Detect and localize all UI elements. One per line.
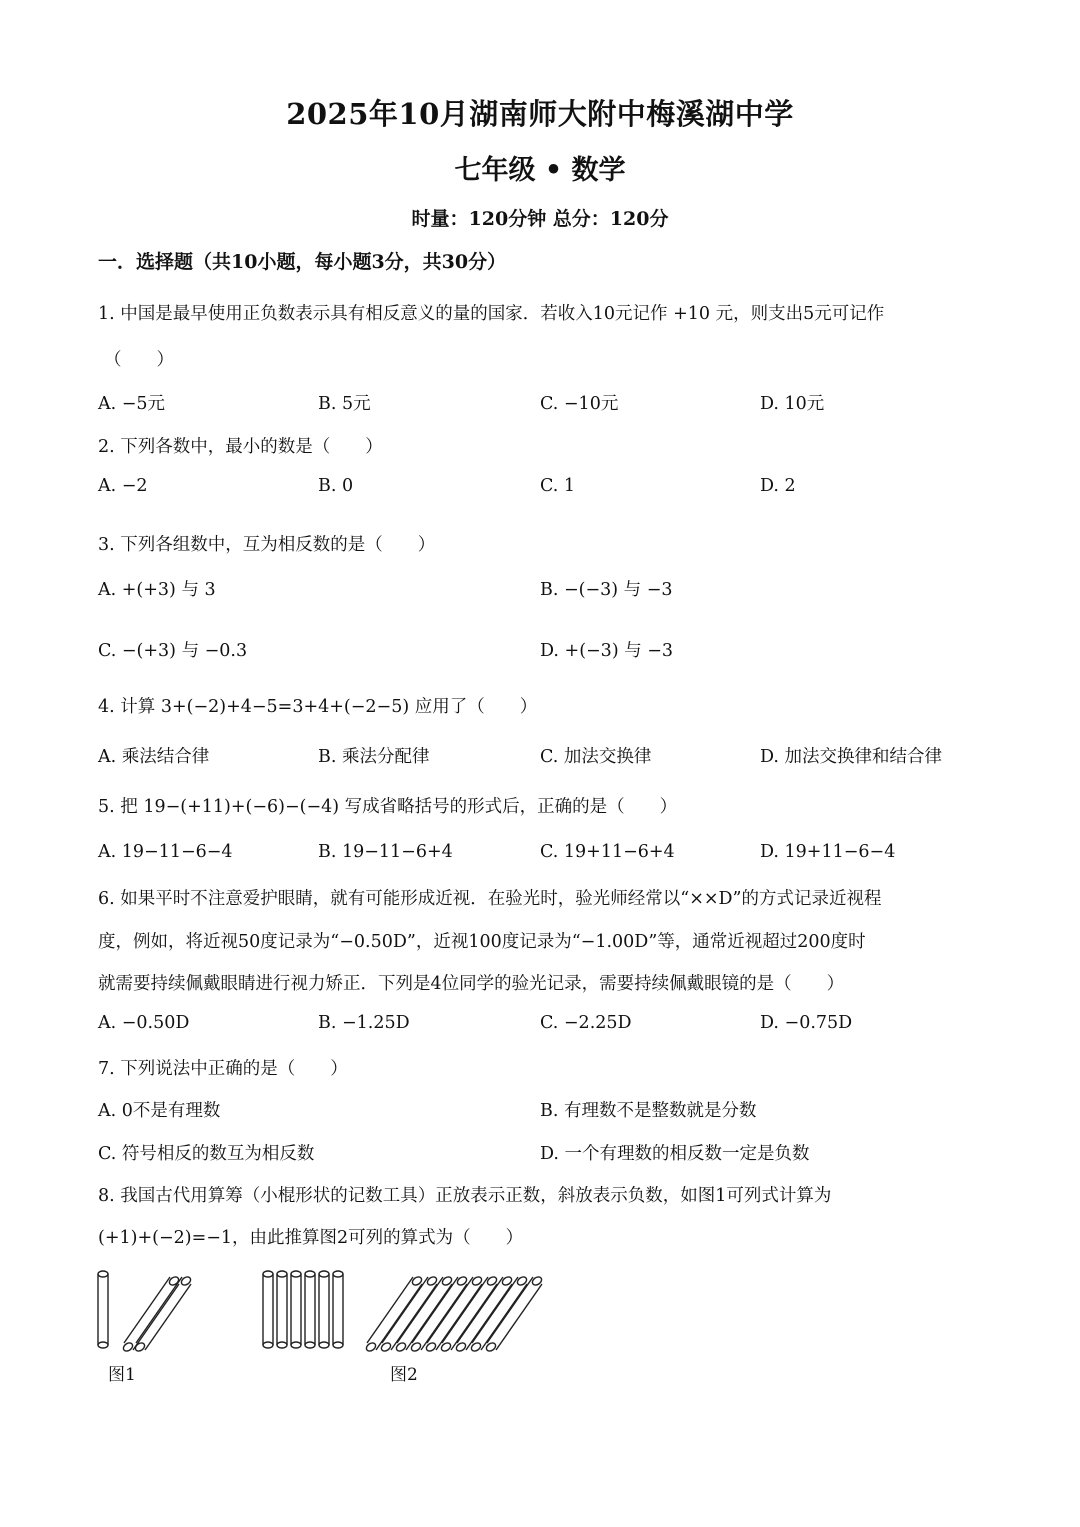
q6-stem-line3: 就需要持续佩戴眼睛进行视力矫正．下列是4位同学的验光记录，需要持续佩戴眼镜的是（ ） (98, 974, 845, 994)
q5-option-b: B. 19−11−6+4 (318, 842, 453, 862)
q7-option-b: B. 有理数不是整数就是分数 (540, 1101, 757, 1121)
q2-option-a: A. −2 (98, 476, 148, 496)
q4-option-a: A. 乘法结合律 (98, 747, 210, 767)
q3-stem: 3. 下列各组数中，互为相反数的是（ ） (98, 535, 436, 555)
q2-stem: 2. 下列各数中，最小的数是（ ） (98, 437, 383, 457)
q2-option-b: B. 0 (318, 476, 354, 496)
q1-option-c: C. −10元 (540, 394, 619, 414)
q4-stem: 4. 计算 3+(−2)+4−5=3+4+(−2−5) 应用了（ ） (98, 697, 538, 717)
rod-upright (305, 1271, 315, 1348)
q2-option-c: C. 1 (540, 476, 576, 496)
q5-option-c: C. 19+11−6+4 (540, 842, 675, 862)
rod-upright (319, 1271, 329, 1348)
q8-stem-line1: 8. 我国古代用算筹（小棍形状的记数工具）正放表示正数，斜放表示负数，如图1可列式计算为 (98, 1186, 832, 1206)
figure-1-counting-rods (90, 1265, 200, 1360)
rod-slanted (410, 1275, 468, 1352)
rod-slanted (365, 1275, 423, 1352)
q3-option-b: B. −(−3) 与 −3 (540, 580, 673, 600)
q2-option-d: D. 2 (760, 476, 796, 496)
rod-slanted (455, 1275, 513, 1352)
q6-option-c: C. −2.25D (540, 1013, 632, 1033)
q4-option-c: C. 加法交换律 (540, 747, 652, 767)
rod-upright (291, 1271, 301, 1348)
q7-stem: 7. 下列说法中正确的是（ ） (98, 1059, 348, 1079)
rod-slanted (485, 1275, 543, 1352)
section-title: 一．选择题（共10小题，每小题3分，共30分） (98, 251, 507, 273)
figure-2-counting-rods (255, 1265, 565, 1360)
q3-option-d: D. +(−3) 与 −3 (540, 641, 674, 661)
q4-option-b: B. 乘法分配律 (318, 747, 430, 767)
q6-option-b: B. −1.25D (318, 1013, 410, 1033)
rod-upright (263, 1271, 273, 1348)
q3-option-c: C. −(+3) 与 −0.3 (98, 641, 248, 661)
q7-option-a: A. 0不是有理数 (98, 1101, 221, 1121)
rod-upright (277, 1271, 287, 1348)
q4-option-d: D. 加法交换律和结合律 (760, 747, 943, 767)
page-title: 2025年10月湖南师大附中梅溪湖中学 (286, 97, 794, 131)
q6-stem-line2: 度，例如，将近视50度记录为“−0.50D”，近视100度记录为“−1.00D”等，通常近视超过200度时 (98, 932, 866, 952)
q1-stem-line1: 1. 中国是最早使用正负数表示具有相反意义的量的国家．若收入10元记作 +10 元，则支出5元可记作 (98, 304, 885, 324)
q1-option-d: D. 10元 (760, 394, 825, 414)
rod-slanted (440, 1275, 498, 1352)
rod-upright (98, 1271, 108, 1348)
q5-option-d: D. 19+11−6−4 (760, 842, 896, 862)
q8-stem-line2: (+1)+(−2)=−1，由此推算图2可列的算式为（ ） (98, 1228, 524, 1248)
q6-stem-line1: 6. 如果平时不注意爱护眼睛，就有可能形成近视．在验光时，验光师经常以“××D”的方式记录近视程 (98, 889, 882, 909)
exam-meta: 时量：120分钟 总分：120分 (411, 208, 669, 230)
rod-slanted (425, 1275, 483, 1352)
q5-stem: 5. 把 19−(+11)+(−6)−(−4) 写成省略括号的形式后，正确的是（ ） (98, 797, 678, 817)
q7-option-d: D. 一个有理数的相反数一定是负数 (540, 1144, 810, 1164)
rod-upright (333, 1271, 343, 1348)
q3-option-a: A. +(+3) 与 3 (98, 580, 216, 600)
q1-stem-line2: （ ） (104, 350, 174, 370)
rod-slanted (380, 1275, 438, 1352)
figure-1-caption: 图1 (108, 1365, 136, 1385)
figure-2-caption: 图2 (390, 1365, 418, 1385)
q5-option-a: A. 19−11−6−4 (98, 842, 233, 862)
rod-slanted (470, 1275, 528, 1352)
rod-slanted (395, 1275, 453, 1352)
q6-option-d: D. −0.75D (760, 1013, 853, 1033)
q1-option-a: A. −5元 (98, 394, 166, 414)
page-subtitle: 七年级 • 数学 (454, 155, 626, 186)
q1-option-b: B. 5元 (318, 394, 371, 414)
q7-option-c: C. 符号相反的数互为相反数 (98, 1144, 315, 1164)
q6-option-a: A. −0.50D (98, 1013, 190, 1033)
